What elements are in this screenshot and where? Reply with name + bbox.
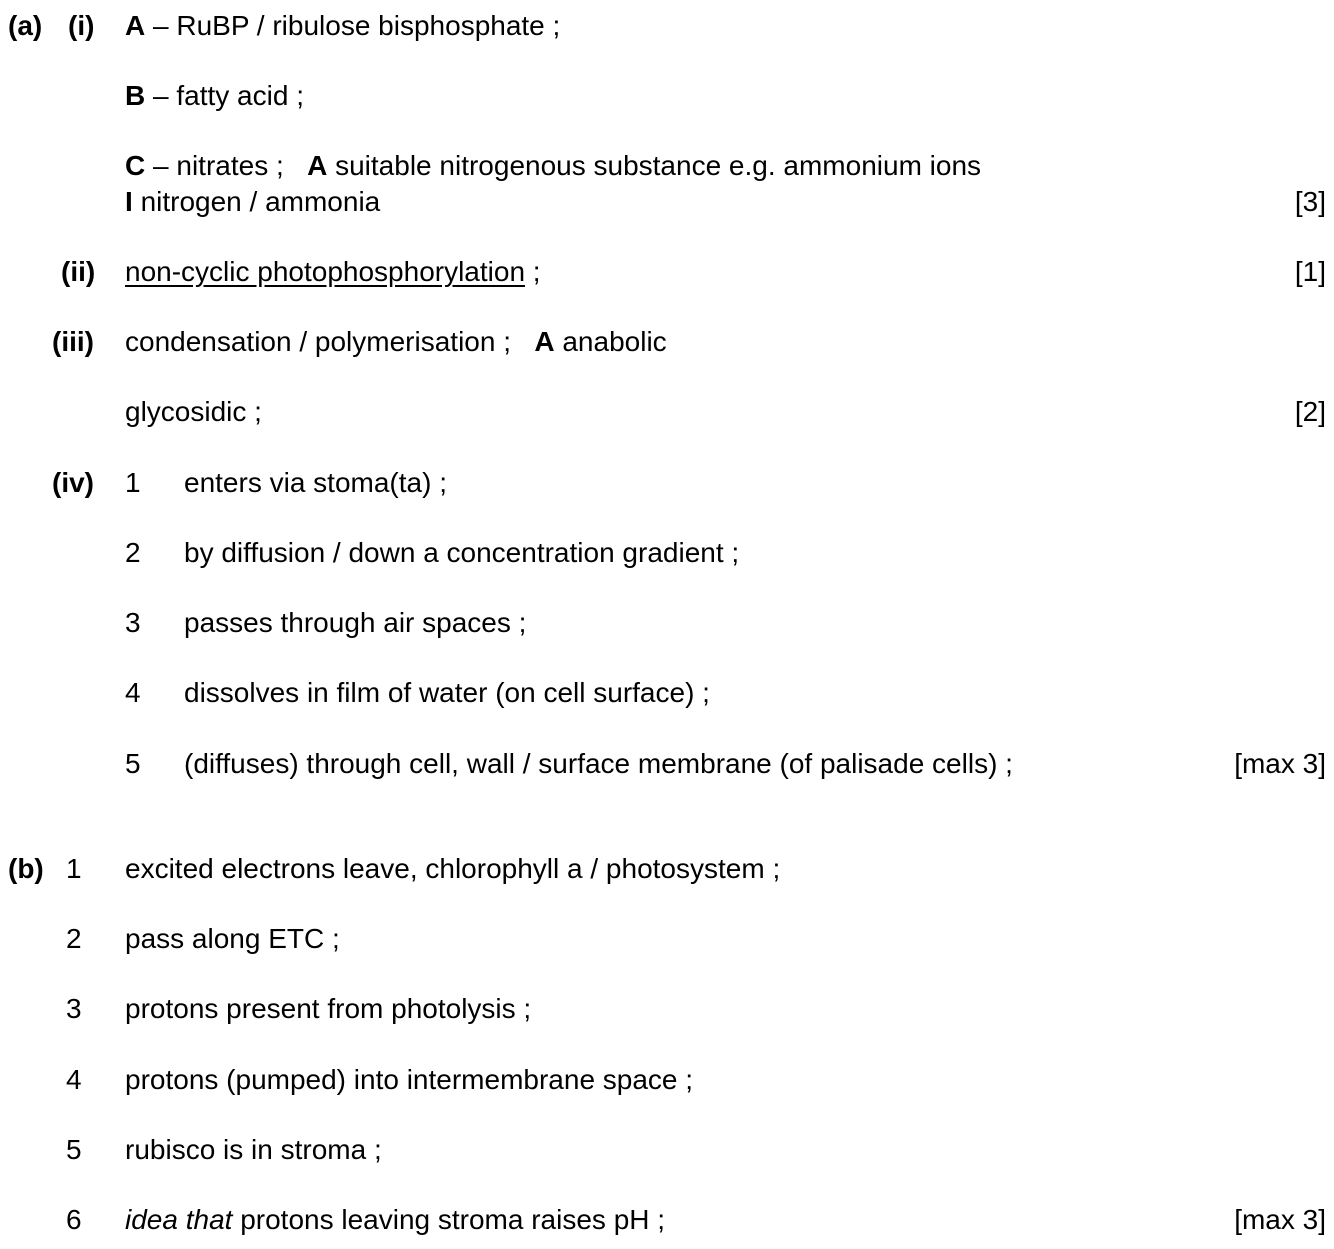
accept-marker: A: [307, 150, 328, 181]
b-point-number: 4: [66, 1064, 82, 1095]
answer-b-line: [125, 80, 304, 112]
b-point-text: pass along ETC ;: [125, 923, 340, 954]
accept-text: suitable nitrogenous substance e.g. ammonium ions: [335, 150, 982, 181]
b-point-number: 2: [66, 923, 82, 954]
b-point-number: 6: [66, 1204, 82, 1235]
answer-iii-text: condensation / polymerisation ;: [125, 326, 511, 357]
answer-b-text: – fatty acid ;: [153, 80, 304, 111]
b-point-6-text: protons leaving stroma raises pH ;: [232, 1204, 666, 1235]
b-point-number: 3: [66, 993, 82, 1024]
b-point-text: protons (pumped) into intermembrane space ;: [125, 1064, 694, 1095]
iv-point-text: (diffuses) through cell, wall / surface membrane (of palisade cells) ;: [184, 748, 1013, 779]
iv-point-number: 1: [125, 467, 141, 498]
b-point-text: [125, 1204, 665, 1236]
ignore-line: [125, 186, 380, 218]
iv-point-text: by diffusion / down a concentration gradient ;: [184, 537, 740, 568]
b-point-text: protons present from photolysis ;: [125, 993, 532, 1024]
iv-point-text: enters via stoma(ta) ;: [184, 467, 447, 498]
ignore-text: nitrogen / ammonia: [140, 186, 381, 217]
iv-point-text: dissolves in film of water (on cell surface) ;: [184, 677, 710, 708]
ignore-marker: I: [125, 186, 133, 217]
answer-c-text: – nitrates ;: [153, 150, 284, 181]
letter-A: A: [125, 10, 146, 41]
subpart-iv-label: (iv): [52, 467, 94, 498]
subpart-iii-label: (iii): [52, 326, 94, 357]
subpart-ii-label: (ii): [61, 256, 96, 287]
part-a-label: (a): [8, 10, 43, 41]
b-point-number: 5: [66, 1134, 82, 1165]
part-b-label: (b): [8, 853, 44, 884]
marks-a-i: [3]: [1294, 186, 1326, 217]
answer-iii-line1: [125, 326, 667, 358]
answer-a-text: – RuBP / ribulose bisphosphate ;: [153, 10, 561, 41]
marks-b: [max 3]: [1234, 1204, 1326, 1235]
iv-point-number: 5: [125, 748, 141, 779]
b-point-text: excited electrons leave, chlorophyll a / photosystem ;: [125, 853, 781, 884]
answer-a-line: [125, 10, 560, 42]
accept-marker-iii: A: [534, 326, 555, 357]
b-point-number: 1: [66, 853, 82, 884]
marks-a-iii: [2]: [1294, 396, 1326, 427]
accept-text-iii: anabolic: [562, 326, 667, 357]
answer-ii-suffix: ;: [525, 256, 541, 287]
marks-a-iv: [max 3]: [1234, 748, 1326, 779]
letter-C: C: [125, 150, 146, 181]
b-point-text: rubisco is in stroma ;: [125, 1134, 382, 1165]
answer-ii-text: non-cyclic photophosphorylation: [125, 256, 526, 287]
marks-a-ii: [1]: [1294, 256, 1326, 287]
iv-point-number: 4: [125, 677, 141, 708]
idea-that-prefix: idea that: [125, 1204, 233, 1235]
subpart-i-label: (i): [68, 10, 95, 41]
letter-B: B: [125, 80, 146, 111]
answer-ii-line: [125, 256, 541, 288]
answer-iii-line2: glycosidic ;: [125, 396, 262, 427]
answer-c-line: [125, 150, 981, 182]
iv-point-text: passes through air spaces ;: [184, 607, 527, 638]
iv-point-number: 3: [125, 607, 141, 638]
iv-point-number: 2: [125, 537, 141, 568]
